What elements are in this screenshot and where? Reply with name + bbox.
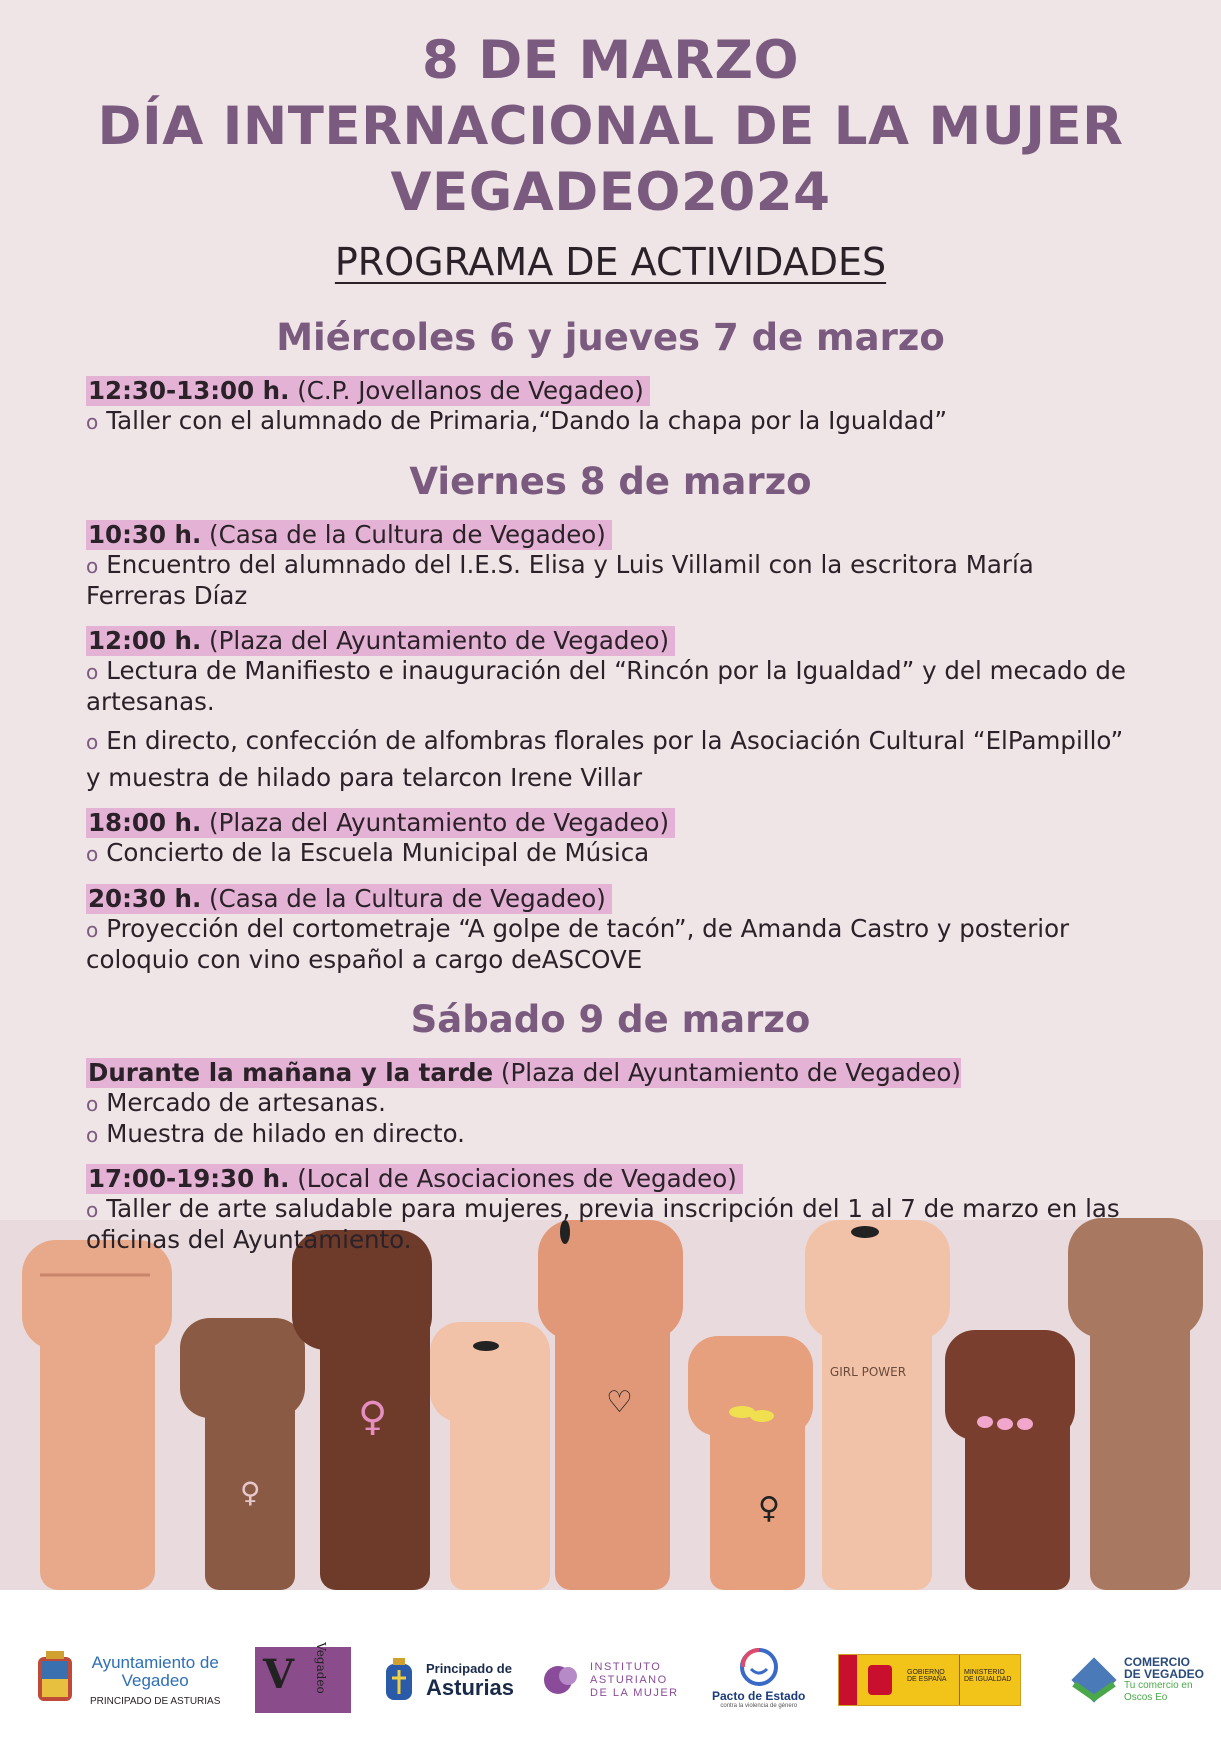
day-heading: Sábado 9 de marzo [410, 998, 811, 1041]
ayuntamiento-line: Ayuntamiento de [91, 1652, 219, 1672]
bullet-icon: o [86, 918, 99, 942]
ayuntamiento-text [90, 1654, 220, 1707]
bullet-icon: o [86, 410, 99, 434]
principado-line: Principado de [426, 1660, 512, 1676]
day-heading: Miércoles 6 y jueves 7 de marzo [276, 316, 945, 359]
day-heading: Viernes 8 de marzo [409, 460, 812, 503]
event-activity [86, 838, 1136, 869]
vegadeo-igualdad-box [255, 1642, 351, 1713]
program-heading [0, 240, 1221, 284]
v-mark-icon: V [263, 1651, 295, 1698]
pacto-subtitle: contra la violencia de género [720, 1703, 798, 1709]
ayuntamiento-line: Vegadeo [121, 1670, 189, 1690]
instituto-text [590, 1661, 679, 1700]
event-activity-text: Concierto de la Escuela Municipal de Música [106, 838, 650, 867]
event-activity [86, 1088, 1136, 1119]
pacto-title: Pacto de Estado [712, 1689, 806, 1703]
ministerio-text: MINISTERIO DE IGUALDAD [960, 1655, 1020, 1705]
gobierno-text: GOBIERNO DE ESPAÑA [903, 1655, 959, 1705]
event-time: 12:00 h. [88, 626, 202, 655]
comercio-line: Oscos Eo [1124, 1692, 1168, 1703]
comercio-line: DE VEGADEO [1124, 1667, 1205, 1681]
title-town-year: VEGADEO2024 [390, 162, 831, 223]
event [86, 376, 1136, 437]
spain-shield-icon [857, 1655, 903, 1705]
bullet-icon: o [86, 842, 99, 866]
event-activity-text: Mercado de artesanas. [106, 1088, 386, 1117]
comercio-line: COMERCIO [1124, 1655, 1190, 1669]
event-time: 10:30 h. [88, 520, 202, 549]
bullet-icon: o [86, 730, 99, 754]
vegadeo-igualdad-logo [255, 1642, 351, 1715]
instituto-line: ASTURIANO [590, 1673, 668, 1686]
program-heading-text: PROGRAMA DE ACTIVIDADES [334, 240, 887, 284]
ascove-diamond-icon [1068, 1654, 1120, 1706]
event-place: (C.P. Jovellanos de Vegadeo) [289, 376, 644, 405]
event-time: 12:30-13:00 h. [88, 376, 290, 405]
event-activity-text: Lectura de Manifiesto e inauguración del “Rincón por la Igualdad” y del mecado de artesanas. [86, 656, 1126, 716]
event [86, 808, 1136, 869]
event-place: (Plaza del Ayuntamiento de Vegadeo) [201, 808, 670, 837]
principado-line: Asturias [426, 1674, 515, 1700]
ayuntamiento-line: PRINCIPADO DE ASTURIAS [90, 1695, 221, 1707]
event-activity-text: En directo, confección de alfombras florales por la Asociación Cultural “ElPampillo” y muestra de hilado para telarcon Irene Villar [86, 726, 1124, 792]
principado-logo [384, 1645, 514, 1715]
gobierno-ministerio-logo [838, 1645, 1021, 1715]
event-time-place [86, 520, 612, 550]
event-time: Durante la mañana y la tarde [88, 1058, 494, 1087]
title-event: DÍA INTERNACIONAL DE LA MUJER [97, 96, 1124, 157]
heart-icon: ♡ [606, 1385, 633, 1420]
event-activity [86, 1194, 1136, 1255]
venus-icon: ♀ [758, 1491, 780, 1526]
instituto-mujer-logo [542, 1645, 679, 1715]
event [86, 626, 1136, 796]
event [86, 884, 1136, 975]
fist-icon [22, 1240, 172, 1590]
venus-icon: ♀ [358, 1394, 388, 1440]
girl-power-text: GIRL POWER [829, 1365, 907, 1379]
bullet-icon: o [86, 660, 99, 684]
event [86, 1058, 1136, 1150]
event-time: 20:30 h. [88, 884, 202, 913]
bullet-icon: o [86, 1123, 99, 1147]
comercio-text [1124, 1656, 1204, 1704]
poster-title [0, 28, 1221, 226]
ayuntamiento-logo [34, 1645, 220, 1715]
event-activity-text: Muestra de hilado en directo. [106, 1119, 465, 1148]
pacto-estado-icon [733, 1645, 785, 1689]
event-activity [86, 723, 1136, 796]
event-activity [86, 550, 1136, 611]
pacto-estado-logo [712, 1645, 805, 1715]
instituto-line: INSTITUTO [590, 1660, 662, 1673]
event-time-place [86, 1164, 743, 1194]
flag-stripe [839, 1655, 857, 1705]
event-time-place [86, 626, 675, 656]
gobierno-banner [838, 1654, 1021, 1706]
event-activity-text: Proyección del cortometraje “A golpe de tacón”, de Amanda Castro y posterior coloquio con vino español a cargo deASCOVE [86, 914, 1070, 974]
asturias-shield-icon [384, 1656, 414, 1704]
principado-text [426, 1661, 514, 1700]
comercio-line: Tu comercio en [1124, 1680, 1193, 1691]
event-place: (Casa de la Cultura de Vegadeo) [201, 884, 606, 913]
bullet-icon: o [86, 1092, 99, 1116]
title-date: 8 DE MARZO [421, 30, 800, 91]
fist-icon [805, 1220, 950, 1590]
instituto-mujer-icon [542, 1660, 582, 1700]
event [86, 520, 1136, 611]
event-place: (Plaza del Ayuntamiento de Vegadeo) [493, 1058, 961, 1087]
sponsor-footer [0, 1590, 1221, 1754]
event-time: 17:00-19:30 h. [88, 1164, 290, 1193]
instituto-line: DE LA MUJER [590, 1686, 679, 1699]
event-activity-text: Taller de arte saludable para mujeres, previa inscripción del 1 al 7 de marzo en las oficinas del Ayuntamiento. [86, 1194, 1120, 1254]
event-time-place [86, 1058, 961, 1088]
comercio-vegadeo-logo [1068, 1645, 1204, 1715]
event-place: (Casa de la Cultura de Vegadeo) [201, 520, 606, 549]
event [86, 1164, 1136, 1255]
vegadeo-logo-text: Vegadeo [314, 1642, 329, 1694]
event-time-place [86, 884, 612, 914]
event-time-place [86, 808, 675, 838]
event-activity [86, 406, 1136, 437]
event-time-place [86, 376, 650, 406]
venus-icon: ♀ [240, 1476, 261, 1509]
event-activity-text: Taller con el alumnado de Primaria,“Dando la chapa por la Igualdad” [106, 406, 948, 435]
event-activity-text: Encuentro del alumnado del I.E.S. Elisa y Luis Villamil con la escritora María Ferreras Díaz [86, 550, 1034, 610]
event-time: 18:00 h. [88, 808, 202, 837]
event-activity [86, 914, 1136, 975]
bullet-icon: o [86, 1198, 99, 1222]
event-place: (Local de Asociaciones de Vegadeo) [289, 1164, 737, 1193]
bullet-icon: o [86, 554, 99, 578]
coat-of-arms-icon [34, 1651, 76, 1709]
event-place: (Plaza del Ayuntamiento de Vegadeo) [201, 626, 670, 655]
event-activity [86, 656, 1136, 717]
